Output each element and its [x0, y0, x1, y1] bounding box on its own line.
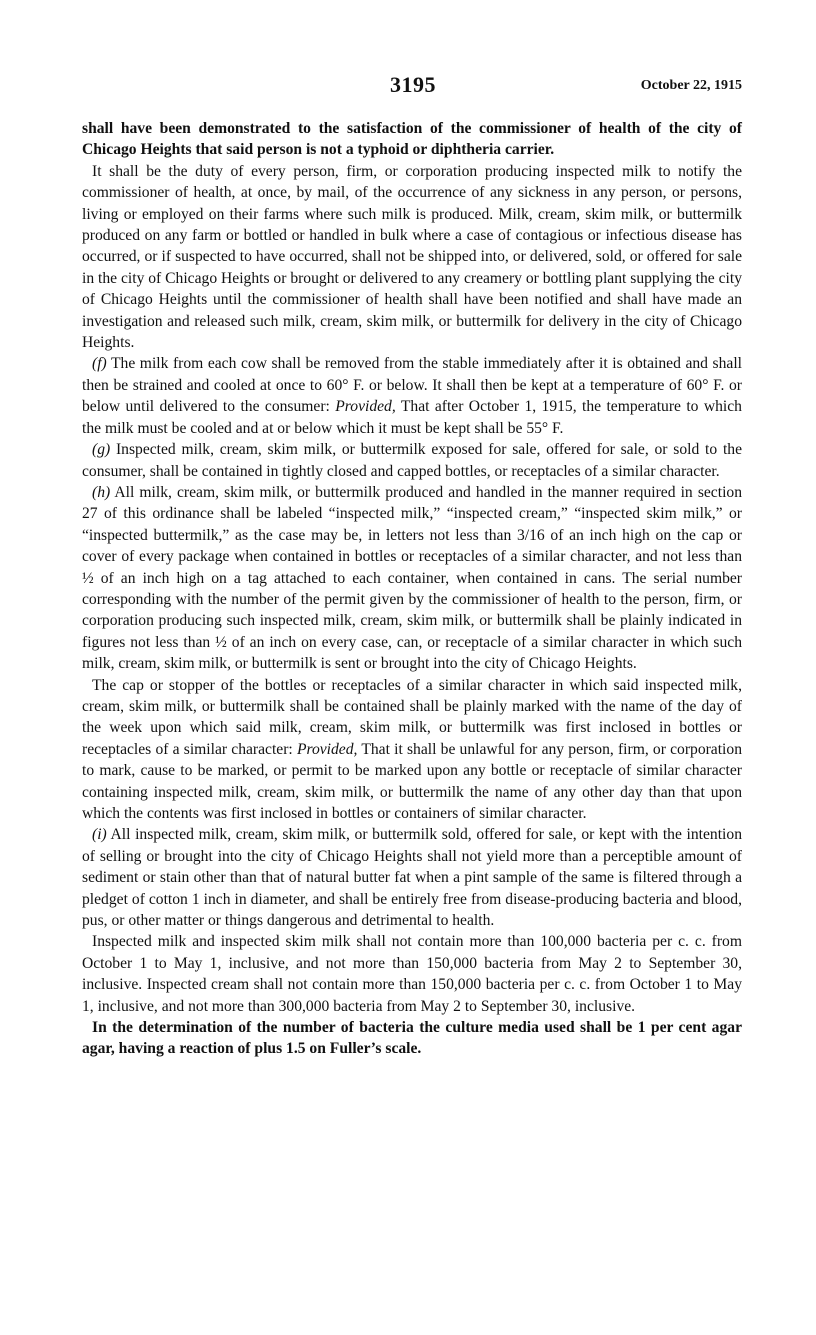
paragraph-label: (i): [92, 826, 107, 844]
paragraph-bacteria-limits: [82, 931, 742, 1017]
paragraph-text: Inspected milk, cream, skim milk, or buttermilk exposed for sale, offered for sale, or sold to the consumer, shall be contained in tightly closed and capped bottles, or receptacles of a similar character.: [82, 441, 742, 480]
paragraph-culture-media: [82, 1017, 742, 1060]
paragraph-text: The milk from each cow shall be removed from the stable immediately after it is obtained and shall then be strained and cooled at once to 60° F. or below. It shall then be kept at a temperature of 60° F. or below until delivered to the consumer:: [82, 355, 742, 416]
paragraph-text: The cap or stopper of the bottles or receptacles of a similar character in which said inspected milk, cream, skim milk, or buttermilk shall be contained shall be plainly marked with the name of the day of the week upon which said milk, cream, skim milk, or buttermilk was first inclosed in bottles or receptacles of a similar character:: [82, 676, 742, 758]
document-body: [82, 118, 742, 1060]
paragraph-text: That it shall be unlawful for any person, firm, or corporation to mark, cause to be marked, or permit to be marked upon any bottle or receptacle of similar character containing inspected milk, cream, skim milk, or buttermilk the name of any other day than that upon which the contents was first inclosed in bottles or containers of similar character.: [82, 740, 742, 822]
page-number: 3195: [390, 72, 436, 97]
paragraph-h: [82, 482, 742, 675]
paragraph-label: (g): [92, 441, 111, 459]
paragraph-label: (f): [92, 355, 107, 373]
paragraph-i: [82, 824, 742, 931]
paragraph-text: In the determination of the number of bacteria the culture media used shall be 1 per cent agar agar, having a reaction of plus 1.5 on Fuller’s scale.: [82, 1019, 742, 1058]
header-date: October 22, 1915: [640, 78, 742, 93]
paragraph-duty-to-notify: [82, 161, 742, 354]
paragraph-continuation: [82, 118, 742, 161]
page-header: [82, 72, 742, 102]
paragraph-g: [82, 439, 742, 482]
paragraph-text: All inspected milk, cream, skim milk, or buttermilk sold, offered for sale, or kept with the intention of selling or brought into the city of Chicago Heights shall not yield more than a perceptible amount of sediment or stain other than that of natural butter fat when a pint sample of the same is filtered through a pledget of cotton 1 inch in diameter, and shall be entirely free from disease-producing bacteria and blood, pus, or other matter or things dangerous and detrimental to health.: [82, 826, 742, 930]
paragraph-cap-marking: [82, 675, 742, 825]
paragraph-text: Inspected milk and inspected skim milk shall not contain more than 100,000 bacteria per c. c. from October 1 to May 1, inclusive, and not more than 150,000 bacteria from May 2 to September 30, inclusive. Inspected cream shall not contain more than 150,000 bacteria per c. c. from October 1 to May 1, inclusive, and not more than 300,000 bacteria from May 2 to September 30, inclusive.: [82, 933, 742, 1015]
paragraph-label: (h): [92, 483, 111, 501]
paragraph-f: [82, 353, 742, 439]
proviso-word: Provided,: [296, 740, 358, 758]
paragraph-text: shall have been demonstrated to the satisfaction of the commissioner of health of the city of Chicago Heights that said person is not a typhoid or diphtheria carrier.: [82, 120, 742, 159]
proviso-word: Provided,: [335, 398, 396, 416]
paragraph-text: All milk, cream, skim milk, or buttermilk produced and handled in the manner required in section 27 of this ordinance shall be labeled “inspected milk,” “inspected cream,” “inspected skim milk,” or “inspected buttermilk,” as the case may be, in letters not less than 3/16 of an inch high on the cap or cover of every package when contained in bottles or receptacles of a similar character, and not less than ½ of an inch high on a tag attached to each container, when contained in cans. The serial number corresponding with the number of the permit given by the commissioner of health to the person, firm, or corporation producing such inspected milk, cream, skim milk, or buttermilk shall be plainly indicated in figures not less than ½ of an inch on every case, can, or receptacle of a similar character in which such milk, cream, skim milk, or buttermilk is sent or brought into the city of Chicago Heights.: [82, 483, 742, 673]
paragraph-text: It shall be the duty of every person, firm, or corporation producing inspected milk to notify the commissioner of health, at once, by mail, of the occurrence of any sickness in any person, or persons, living or employed on their farms where such milk is produced. Milk, cream, skim milk, or buttermilk produced on any farm or bottled or handled in bulk where a case of contagious or infectious disease has occurred, or if suspected to have occurred, shall not be shipped into, or delivered, sold, or offered for sale in the city of Chicago Heights or brought or delivered to any creamery or bottling plant supplying the city of Chicago Heights until the commissioner of health shall have been notified and shall have made an investigation and released such milk, cream, skim milk, or buttermilk for delivery in the city of Chicago Heights.: [82, 162, 742, 352]
paragraph-text: That after October 1, 1915, the temperature to which the milk must be cooled and at or below which it must be kept shall be 55° F.: [82, 398, 742, 437]
